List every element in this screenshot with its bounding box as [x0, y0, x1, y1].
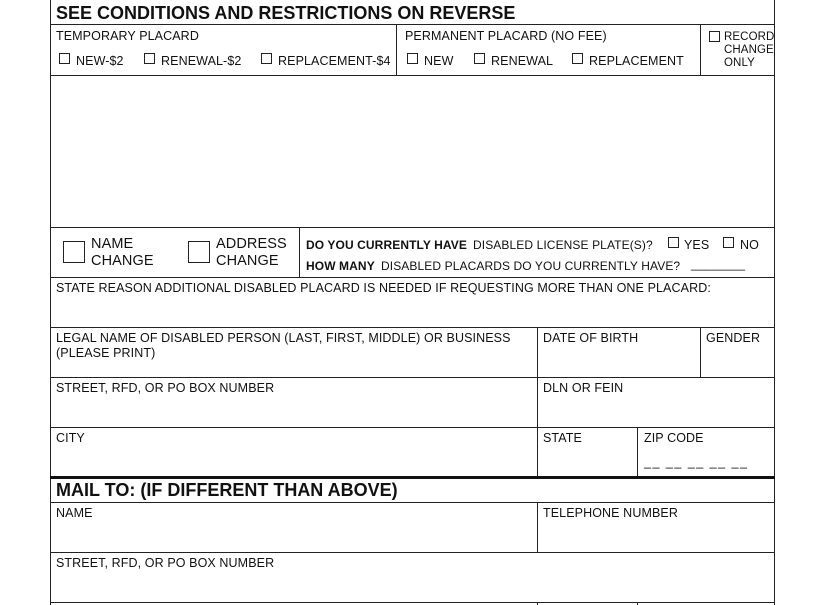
placard-count-question-bold: HOW MANY: [306, 259, 375, 273]
plates-yes-label: YES: [684, 238, 710, 252]
gender-label: GENDER: [706, 331, 761, 345]
address-change-line1: ADDRESS: [216, 236, 287, 252]
name-change-checkbox[interactable]: [63, 241, 85, 263]
temp-new-label: NEW-$2: [76, 54, 124, 68]
conditions-header: SEE CONDITIONS AND RESTRICTIONS ON REVERSE: [56, 3, 516, 23]
plates-yes-checkbox[interactable]: [668, 237, 679, 248]
record-change-line1: RECORD: [724, 31, 775, 43]
mail-street-label: STREET, RFD, OR PO BOX NUMBER: [56, 556, 275, 570]
perm-renewal-checkbox[interactable]: [474, 53, 485, 64]
name-change-line2: CHANGE: [91, 253, 154, 269]
street-label: STREET, RFD, OR PO BOX NUMBER: [56, 381, 275, 395]
legal-name-label-line2: (PLEASE PRINT): [56, 346, 156, 360]
form-right-border: [774, 0, 775, 605]
temporary-placard-label: TEMPORARY PLACARD: [56, 29, 199, 43]
perm-new-checkbox[interactable]: [407, 53, 418, 64]
zip-code-blanks[interactable]: __ __ __ __ __: [644, 455, 749, 469]
section-divider: [50, 476, 775, 479]
temp-renewal-checkbox[interactable]: [144, 53, 155, 64]
blank-form-area[interactable]: [51, 76, 774, 227]
temp-replacement-label: REPLACEMENT-$4: [278, 54, 391, 68]
date-of-birth-label: DATE OF BIRTH: [543, 331, 639, 345]
legal-name-label-line1: LEGAL NAME OF DISABLED PERSON (LAST, FIRST, MIDDLE) OR BUSINESS: [56, 331, 511, 345]
address-change-checkbox[interactable]: [188, 241, 210, 263]
record-change-checkbox[interactable]: [709, 31, 720, 42]
perm-new-label: NEW: [424, 54, 454, 68]
dln-fein-label: DLN OR FEIN: [543, 381, 624, 395]
mail-telephone-label: TELEPHONE NUMBER: [543, 506, 678, 520]
additional-placard-reason-label: STATE REASON ADDITIONAL DISABLED PLACARD IS NEEDED IF REQUESTING MORE THAN ONE PLACARD:: [56, 281, 711, 295]
plates-no-label: NO: [740, 238, 759, 252]
placard-count-question-text: DISABLED PLACARDS DO YOU CURRENTLY HAVE?: [381, 259, 681, 273]
city-label: CITY: [56, 431, 85, 445]
mail-to-header: MAIL TO: (IF DIFFERENT THAN ABOVE): [56, 480, 398, 500]
license-plate-question-text: DISABLED LICENSE PLATE(S)?: [473, 238, 653, 252]
perm-replacement-checkbox[interactable]: [572, 53, 583, 64]
address-change-line2: CHANGE: [216, 253, 279, 269]
zip-code-label: ZIP CODE: [644, 431, 704, 445]
placard-count-blank[interactable]: ________: [691, 257, 746, 271]
perm-replacement-label: REPLACEMENT: [589, 54, 684, 68]
perm-renewal-label: RENEWAL: [491, 54, 554, 68]
name-change-line1: NAME: [91, 236, 134, 252]
permanent-placard-label: PERMANENT PLACARD (NO FEE): [405, 29, 607, 43]
temp-new-checkbox[interactable]: [59, 53, 70, 64]
temp-renewal-label: RENEWAL-$2: [161, 54, 242, 68]
record-change-line3: ONLY: [724, 57, 755, 69]
mail-name-label: NAME: [56, 506, 93, 520]
plates-no-checkbox[interactable]: [723, 237, 734, 248]
state-label: STATE: [543, 431, 582, 445]
temp-replacement-checkbox[interactable]: [261, 53, 272, 64]
placard-application-form: [50, 0, 775, 605]
license-plate-question-bold: DO YOU CURRENTLY HAVE: [306, 238, 468, 252]
record-change-line2: CHANGE: [724, 44, 774, 56]
